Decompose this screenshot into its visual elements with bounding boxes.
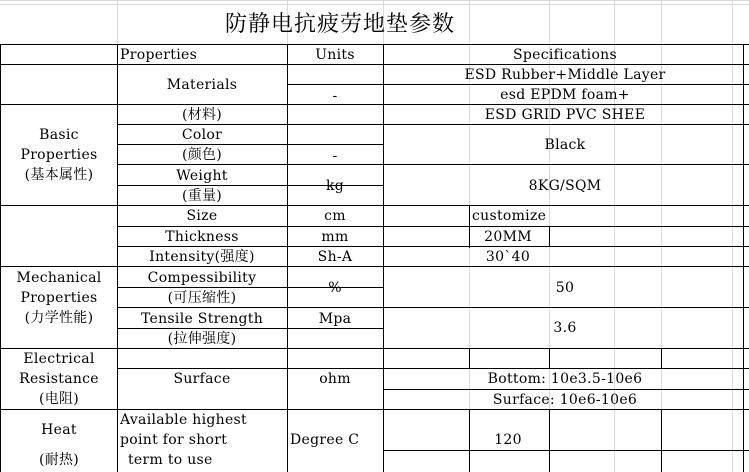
tensile-label: Tensile Strength — [140, 311, 264, 327]
size-unit: cm — [324, 208, 346, 224]
group-basic-line1: Basic — [39, 127, 79, 143]
compressibility-spec: 50 — [555, 280, 575, 296]
tensile-spec: 3.6 — [553, 320, 577, 336]
heat-spec: 120 — [494, 432, 522, 448]
color-label-cn: (颜色) — [181, 147, 223, 163]
intensity-label: Intensity(强度) — [149, 249, 255, 265]
group-electrical-line1: Electrical — [23, 351, 95, 367]
tensile-unit: Mpa — [318, 311, 352, 327]
materials-spec-line3: ESD GRID PVC SHEE — [484, 107, 646, 123]
tensile-label-cn: (拉伸强度) — [167, 331, 237, 347]
color-spec: Black — [544, 137, 586, 153]
group-electrical-line2: Resistance — [19, 371, 99, 387]
heat-desc-line3: term to use — [128, 452, 213, 468]
header-properties: Properties — [120, 47, 198, 63]
materials-label-cn: (材料) — [181, 107, 223, 123]
sheet-title: 防静电抗疲劳地垫参数 — [224, 12, 456, 37]
weight-unit: kg — [325, 178, 345, 194]
group-basic-line3: (基本属性) — [24, 167, 94, 183]
group-heat-line1: Heat — [41, 422, 77, 438]
group-electrical-line3: (电阻) — [38, 391, 80, 407]
materials-label: Materials — [166, 77, 238, 93]
heat-desc-line1: Available highest — [120, 412, 247, 428]
compressibility-unit: % — [328, 280, 342, 296]
color-unit: - — [332, 148, 338, 164]
thickness-unit: mm — [321, 229, 349, 245]
group-basic-line2: Properties — [20, 147, 98, 163]
group-mechanical-line1: Mechanical — [16, 270, 102, 286]
weight-label: Weight — [176, 168, 228, 184]
heat-unit: Degree C — [290, 432, 360, 448]
materials-spec-line2: esd EPDM foam+ — [500, 87, 630, 103]
compressibility-label-cn: (可压缩性) — [167, 290, 237, 306]
bottom-resistance-spec: Bottom: 10e3.5-10e6 — [487, 371, 643, 387]
surface-label: Surface — [173, 371, 231, 387]
materials-spec-line1: ESD Rubber+Middle Layer — [464, 67, 666, 83]
thickness-label: Thickness — [165, 229, 239, 245]
size-spec: customize — [472, 208, 547, 224]
materials-unit: - — [332, 88, 338, 104]
group-mechanical-line2: Properties — [20, 290, 98, 306]
surface-unit: ohm — [319, 371, 351, 387]
compressibility-label: Compessibility — [147, 270, 257, 286]
size-label: Size — [186, 208, 218, 224]
group-mechanical-line3: (力学性能) — [24, 310, 94, 326]
heat-desc-line2: point for short — [120, 432, 228, 448]
surface-resistance-spec: Surface: 10e6-10e6 — [492, 392, 638, 408]
header-specifications: Specifications — [513, 47, 617, 63]
weight-spec: 8KG/SQM — [528, 178, 602, 194]
intensity-spec: 30`40 — [485, 249, 531, 265]
weight-label-cn: (重量) — [181, 188, 223, 204]
group-heat-line2: (耐热) — [38, 452, 80, 468]
header-units: Units — [315, 47, 355, 63]
thickness-spec: 20MM — [484, 229, 532, 245]
color-label: Color — [181, 127, 223, 143]
intensity-unit: Sh-A — [317, 249, 353, 265]
